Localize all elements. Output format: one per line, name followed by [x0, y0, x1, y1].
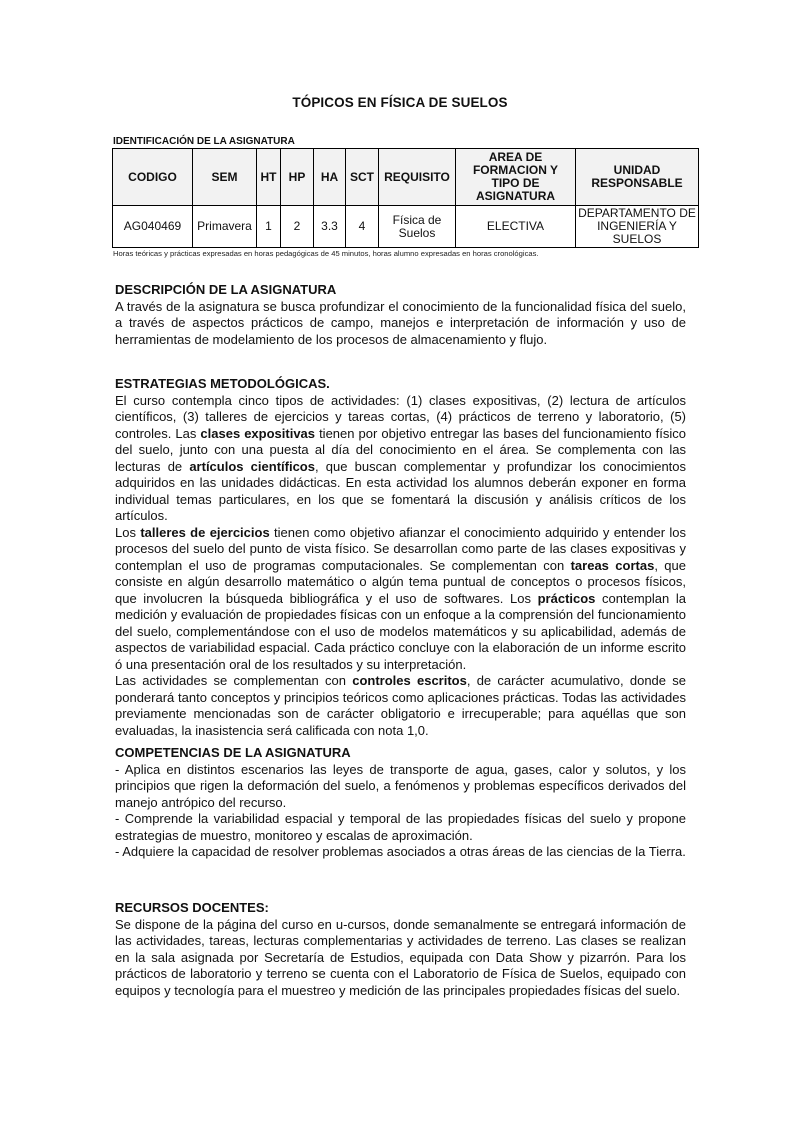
recursos-heading: RECURSOS DOCENTES: — [115, 900, 269, 915]
text-run: tienen por objetivo entregar las bases del funcionamiento físico del suelo, junto con una puesta al día del conocimiento en el área. Se complementa con las lecturas de — [115, 425, 686, 474]
section-estrategias — [115, 376, 686, 739]
cell-ha: 3.3 — [314, 206, 346, 248]
header-requisito: REQUISITO — [379, 149, 456, 206]
identification-label: IDENTIFICACIÓN DE LA ASIGNATURA — [113, 136, 295, 147]
emphasis-text: artículos científicos — [189, 458, 315, 474]
emphasis-text: prácticos — [537, 590, 596, 606]
section-competencias — [115, 745, 686, 861]
estrategias-heading: ESTRATEGIAS METODOLÓGICAS. — [115, 376, 330, 391]
text-run: Las actividades se complementan con — [115, 673, 353, 688]
section-descripcion — [115, 282, 686, 348]
header-unidad: UNIDAD RESPONSABLE — [576, 149, 699, 206]
table-note: Horas teóricas y prácticas expresadas en horas pedagógicas de 45 minutos, horas alumno expresadas en horas cronológicas. — [113, 249, 539, 258]
descripcion-text: A través de la asignatura se busca profundizar el conocimiento de la funcionalidad física del suelo, a través de aspectos prácticos de campo, manejos e interpretación de información y uso de herramientas de modelamiento de los procesos de almacenamiento y flujo. — [115, 298, 686, 347]
competencia-item: - Aplica en distintos escenarios las leyes de transporte de agua, gases, calor y solutos, y los principios que rigen la deformación del suelo, a fenómenos y problemas específicos derivados del manejo antrópico del recurso. — [115, 761, 686, 810]
page-title: TÓPICOS EN FÍSICA DE SUELOS — [292, 95, 508, 110]
cell-sem: Primavera — [193, 206, 257, 248]
competencia-item: - Adquiere la capacidad de resolver problemas asociados a otras áreas de las ciencias de la Tierra. — [115, 844, 686, 859]
descripcion-heading: DESCRIPCIÓN DE LA ASIGNATURA — [115, 282, 337, 297]
emphasis-text: tareas cortas — [570, 557, 655, 573]
estrategias-paragraph-3 — [115, 673, 686, 739]
header-sct: SCT — [346, 149, 379, 206]
header-ht: HT — [257, 149, 281, 206]
estrategias-paragraph-1 — [115, 393, 686, 525]
section-recursos — [115, 900, 686, 999]
header-hp: HP — [281, 149, 314, 206]
header-ha: HA — [314, 149, 346, 206]
cell-unidad: DEPARTAMENTO DE INGENIERÍA Y SUELOS — [576, 206, 699, 248]
emphasis-text: controles escritos — [352, 673, 467, 688]
identification-table — [112, 148, 699, 248]
text-run: tienen como objetivo afianzar el conocimiento adquirido y entender los procesos del suelo del punto de vista físico. Se desarrollan como parte de las clases expositivas y contemplan el uso de programas computacionales. Se complementan con — [115, 524, 686, 573]
text-run: El curso contempla cinco tipos de actividades: (1) clases expositivas, (2) lectura de artículos científicos, (3) talleres de ejercicios y tareas cortas, (4) prácticos de terreno y laboratorio, (5) controles. Las — [115, 392, 686, 441]
header-codigo: CODIGO — [113, 149, 193, 206]
text-run: , que consiste en algún desarrollo matemático o algún tema puntual de conceptos o procesos físicos, que involucren la búsqueda bibliográfica y el uso de softwares. Los — [115, 557, 686, 606]
cell-sct: 4 — [346, 206, 379, 248]
competencia-item: - Comprende la variabilidad espacial y temporal de las propiedades físicas del suelo y propone estrategias de muestro, monitoreo y escalas de aproximación. — [115, 811, 686, 843]
text-run: , de carácter acumulativo, donde se ponderará tanto conceptos y principios teóricos como aplicaciones prácticas. Todas las actividades previamente mencionadas son de carácter obligatorio e irrecuperable; para aquéllas que son evaluadas, la inasistencia será calificada con nota 1,0. — [115, 673, 686, 738]
table-row — [113, 206, 699, 248]
competencias-heading: COMPETENCIAS DE LA ASIGNATURA — [115, 745, 351, 760]
cell-ht: 1 — [257, 206, 281, 248]
table-header-row — [113, 149, 699, 206]
emphasis-text: clases expositivas — [200, 425, 316, 441]
recursos-text: Se dispone de la página del curso en u-cursos, donde semanalmente se entregará información de las actividades, tareas, lecturas complementarias y actividades de terreno. Las clases se realizan en la sala asignada por Secretaría de Estudios, equipada con Data Show y pizarrón. Para los prácticos de laboratorio y terreno se cuenta con el Laboratorio de Física de Suelos, equipado con equipos y tecnología para el muestreo y medición de las principales propiedades físicas del suelo. — [115, 916, 686, 998]
cell-requisito: Física de Suelos — [379, 206, 456, 248]
text-run: , que buscan complementar y profundizar los conocimientos adquiridos en las unidades didácticas. En esta actividad los alumnos deberán exponer en forma individual temas particulares, en los que se fomentará la discusión y análisis críticos de los artículos. — [115, 458, 687, 523]
header-area: AREA DE FORMACION Y TIPO DE ASIGNATURA — [456, 149, 576, 206]
text-run: contemplan la medición y evaluación de propiedades físicas con un enfoque a la comprensión del funcionamiento del suelo, complementándose con el uso de modelos matemáticos y su aplicabilidad, además de aspectos de variabilidad espacial. Cada práctico concluye con la elaboración de un informe escrito ó una presentación oral de los resultados y su interpretación. — [115, 590, 686, 672]
cell-area: ELECTIVA — [456, 206, 576, 248]
emphasis-text: talleres de ejercicios — [140, 524, 270, 540]
cell-codigo: AG040469 — [113, 206, 193, 248]
estrategias-paragraph-2 — [115, 525, 686, 674]
cell-hp: 2 — [281, 206, 314, 248]
header-sem: SEM — [193, 149, 257, 206]
text-run: Los — [115, 524, 141, 540]
